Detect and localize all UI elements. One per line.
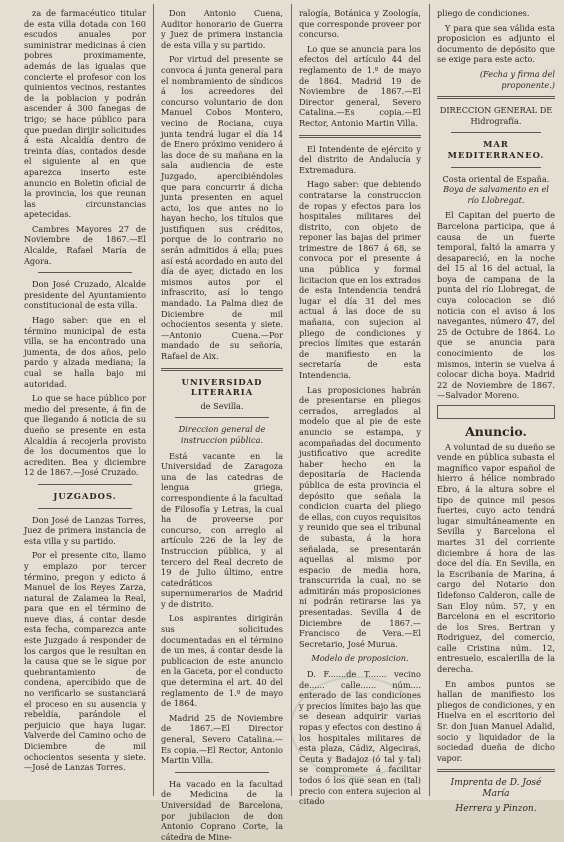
imprint-line: Herrera y Pinzon. (455, 804, 537, 815)
column-2 (161, 8, 283, 842)
notice-paragraph: Lo que se hace público por medio del presente, á fin de que llegando á noticia de su dueño se presente en esta Alcaldía á recojerla provisto de los documentos que lo acrediten. Bea y diciembre 12 de 1867.—José Cruzado. (24, 393, 146, 478)
notice-date: Madrid 25 de Noviembre de 1867.—El Director general, Severo Catalina.—Es copia.—El Rector, Antonio Martin Villa. (161, 712, 283, 766)
separator (451, 167, 541, 168)
section-heading: JUZGADOS. (53, 490, 117, 501)
notice-paragraph: Hago saber: que debiendo contratarse la construccion de ropas y efectos para los hospitales militares del distrito, con objeto de reponer las bajas del primer trimestre de 1867 á 68, se convoca por el presente á una pública y formal licitacion que en los extrados de esta Intendencia tendrá lugar el día 31 del mes actual á las doce de su mañana, con sujecion al pliego de condiciones y precios límites que estarán de manifiesto en la secretaría de esta Intendencia. (299, 179, 421, 380)
notice-date: Cambres Mayores 27 de Noviembre de 1867.—El Alcalde, Rafael María de Agora. (24, 223, 146, 266)
direction-heading: Direccion general de instruccion pública. (178, 424, 266, 445)
notice-paragraph: Está vacante en la Universidad de Zaragoza una de las catedras de lengua griega, correspondiente á la facultad de Filosofía y Letras, la cual ha de proveerse por concurso, con arreglo al artículo 226 de la ley de Instruccion pública, y al tercero del Real decreto de 19 de Julio último, entre catedráticos supernumerarios de Madrid y de distrito. (161, 450, 283, 609)
notice-paragraph: Don José de Lanzas Torres, Juez de primera instancia de esta villa y su partido. (24, 514, 146, 546)
notice-paragraph: El Capitan del puerto de Barcelona participa, que á causa de un fuerte temporal, faltó la amarra y desapareció, en la noche del 15 al 16 del actual, la boya de campana de la punta del río Llobregat, de cuya colocacion se dió noticia con el aviso á los navegantes, número 47, del 25 de Octubre de 1864. Lo que se anuncia para conocimiento de los mismos, interin se vuelva á colocar dicha boya. Madrid 22 de Noviembre de 1867.—Salvador Moreno. (437, 210, 555, 401)
separator (437, 769, 555, 772)
notice-paragraph: Hago saber: que en el término municipal de esta villa, se ha encontrado una jumenta, de dos años, pelo pardo y alzada mediana; la cual se halla bajo mi autoridad. (24, 315, 146, 389)
separator (299, 135, 421, 138)
notice-paragraph: Don Antonio Cuena, Auditor honorario de Guerra y Juez de primera instancia de esta villa y su partido. (161, 8, 283, 50)
watermark-seal-ring (306, 692, 406, 762)
separator (161, 368, 283, 371)
separator (437, 96, 555, 99)
separator (38, 272, 132, 273)
column-rule (429, 4, 430, 796)
section-heading: DIRECCION GENERAL DE Hidrografía. (439, 105, 553, 126)
notice-paragraph: Los aspirantes dirigirán sus solicitudes documentadas en el término de un mes, á contar desde la publicacion de este anuncio en la Gaceta, por el conducto que determina el art. 40 del reglamento de 1.º de mayo de 1864. (161, 613, 283, 709)
notice-paragraph: Por virtud del presente se convoca á junta general para el nombramiento de síndicos á los acreedores del concurso voluntario de don Manuel Cobos Montero, vecino de Rociana, cuya junta tendrá lugar el día 14 de Enero próximo venidero á las doce de su mañana en la sala audiencia de este Juzgado, apercibiéndoles que para concurrir á dicha junta presenten en aquel acto, los que antes no lo hayan hecho, los títulos que justifiquen sus créditos, porque de lo contrario no serán admitidos á ella; pues así está acordado en auto del día de ayer, dictado en los mismos autos por el infrascrito, así lo tengo mandado. La Palma diez de Diciembre de mil ochocientos sesenta y siete.—Antonio Cuena.—Por mandado de su señoría, Rafael de Aix. (161, 54, 283, 361)
imprint-line: Imprenta de D. José María (450, 778, 542, 800)
separator (38, 508, 132, 509)
column-rule (291, 4, 292, 796)
model-heading: Modelo de proposicion. (311, 653, 409, 664)
notice-paragraph: Y para que sea válida esta proposicion es adjunto el documento de depósito que se exige para este acto. (437, 22, 555, 65)
subject-heading: Boya de salvamento en el río Llobregat. (443, 184, 549, 205)
column-rule (153, 4, 154, 796)
notice-paragraph: Ha vacado en la facultad de Medicina de la Universidad de Barcelona, por jubilacion de don Antonio Coprano Corte, la cátedra de Mine- (161, 778, 283, 842)
signature-note: (Fecha y firma del proponente.) (479, 68, 555, 90)
separator (175, 772, 269, 773)
notice-paragraph: A voluntad de su dueño se vende en pública subasta el magnífico vapor español de hierro á hélice nombrado Ebro, á la altura sobre el tipo de quince mil pesos fuertes, cuyo acto tendrá lugar simultáneamente en Sevilla y Barcelona el martes 31 del corriente diciembre á hora de las doce del día. En Sevilla, en la Escribanía de Marina, á cargo del Notario don Ildefonso Calderon, calle de San Eloy núm. 57, y en Barcelona en el escritorio de los Sres. Bertran y Rodriguez, del comercio, calle Cristina núm. 12, entresuelo, escalerilla de la derecha. (437, 441, 555, 675)
separator (38, 484, 132, 485)
section-subheading: de Sevilla. (200, 400, 244, 411)
notice-paragraph: D. F.......de T....... vecino de...... calle...... núm.... enterado de las condiciones y precios límites bajo las que se desean adquirir varias ropas y efectos con destino á los hospitales militares de esta plaza, Cádiz, Algeciras, Ceuta y Badajoz (ó tal y tal) se compromete á facilitar todos ó los que sean en (tal) precio con entera sujecion al citado (299, 669, 421, 807)
announcement-heading: Anuncio. (465, 424, 527, 439)
notice-paragraph: Las proposiciones habrán de presentarse en pliegos cerrados, arreglados al modelo que al pie de este anuncio se estampa, y acompañadas del documento justificativo que acredite haber hecho en la depositaría de Hacienda pública de esta provincia el depósito que señala la condicion cuarta del pliego de ellas, con cuyos requisitos y reunido que sea el tribunal de subasta, á la hora señalada, se presentarán aquellas al mismo por espacio de media hora, transcurrida la cual, no se admitirán más proposiciones ni podrán retirarse las ya presentadas. Sevilla 4 de Diciembre de 1867.—Francisco de Vera.—El Secretario, José Murua. (299, 384, 421, 649)
separator (451, 132, 541, 133)
section-subheading: MAR MEDITERRANEO. (447, 139, 545, 160)
column-4 (437, 8, 555, 815)
region-heading: Costa oriental de España. (442, 173, 550, 184)
notice-paragraph: Don José Cruzado, Alcalde presidente del Ayuntamiento constitucional de esta villa. (24, 279, 146, 311)
notice-paragraph: za de farmacéutico titular de esta villa dotada con 160 escudos anuales por suministrar medicinas á cien pobres proximamente, además de las igualas que concierte el profesor con los quinientos vecinos, restantes de la poblacion y podrán ascender á 300 fanegas de trigo; se hace público para que puedan dirijir solicitudes á esta Alcaldía dentro de treinta días, contados desde el siguiente al en que aparezca inserto este anuncio en Boletin oficial de la provincia, los que reunan las circunstancias apetecidas. (24, 8, 146, 220)
watermark-seal (290, 676, 422, 778)
separator (175, 417, 269, 418)
notice-paragraph: ralogía, Botánica y Zoología, que corresponde proveer por concurso. (299, 8, 421, 40)
column-1 (24, 8, 146, 794)
notice-paragraph: El Intendente de ejército y del distrito de Andalucía y Extremadura. (299, 143, 421, 175)
empty-frame (437, 405, 555, 419)
notice-paragraph: Lo que se anuncia para los efectos del artículo 44 del reglamento de 1.º de mayo de 1864. Madrid 19 de Noviembre de 1867.—El Director general, Severo Catalina.—Es copia.—El Rector, Antonio Martin Villa. (299, 43, 421, 128)
section-heading: UNIVERSIDAD LITERARIA (181, 376, 263, 398)
notice-paragraph: Por el presente cito, llamo y emplazo por tercer término, pregon y edicto á Manuel de los Reyes Zarza, natural de Zalamea la Real, para que en el término de nueve dias, á contar desde esta fecha, comparezca ante este Juzgado á responder de los cargos que le resultan en la causa que se le sigue por quebrantamiento de condena, apercibido que de no verificarlo se sustanciará el proceso en su ausencia y rebeldía, parándole el perjuicio que haya lugar. Valverde del Camino ocho de Diciembre de mil ochocientos sesenta y siete.—José de Lanzas Torres. (24, 550, 146, 773)
notice-paragraph: pliego de condiciones. (437, 8, 530, 18)
notice-paragraph: En ambos puntos se hallan de manifiesto los pliegos de condiciones, y en Huelva en el escritorio del Sr. don Juan Manuel Adalid, socio y liquidador de la sociedad dueña de dicho vapor. (437, 678, 555, 763)
